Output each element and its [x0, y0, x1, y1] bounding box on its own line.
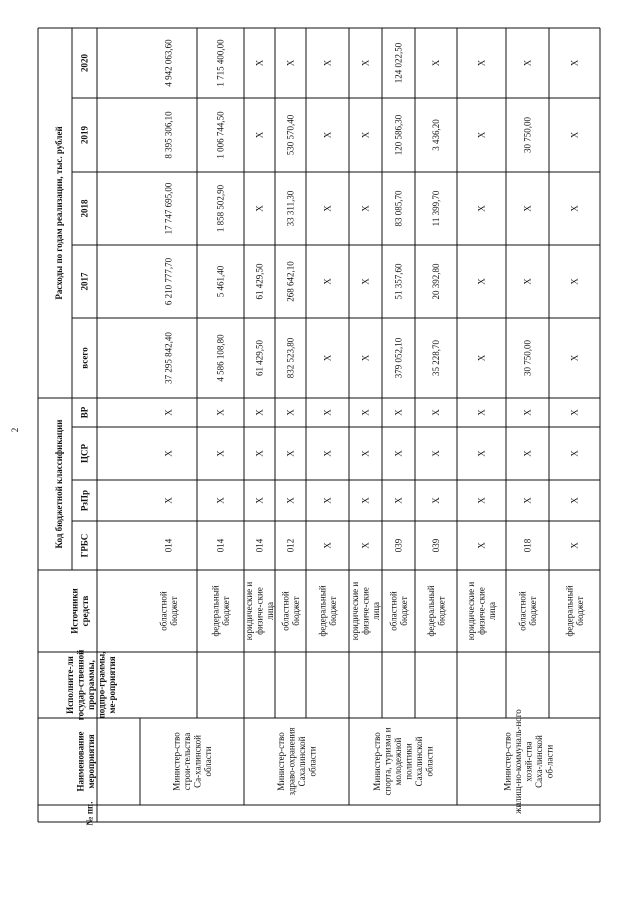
header-executor: Исполните-лигосудар-ственнойпрограммы,подпро-граммы,ме-роприятия	[65, 649, 118, 721]
csr-cell: X	[476, 450, 487, 457]
total-cell: 30 750,00	[522, 340, 533, 376]
y2019-cell: X	[360, 131, 371, 139]
rzpr-cell: X	[393, 497, 404, 504]
y2019-cell: X	[476, 131, 487, 139]
y2020-cell: X	[476, 59, 487, 67]
y2019-cell: X	[254, 131, 265, 139]
grbs-cell: 014	[254, 538, 265, 553]
vr-cell: X	[431, 409, 442, 416]
csr-cell: X	[522, 450, 533, 457]
y2017-cell: X	[360, 278, 371, 285]
source-cell: юридические ифизиче-скиелица	[350, 581, 382, 641]
total-cell: X	[360, 354, 371, 362]
y2019-cell: 8 395 306,10	[163, 111, 174, 159]
y2019-cell: 530 570,40	[285, 114, 296, 156]
vr-cell: X	[522, 409, 533, 416]
total-cell: 379 052,10	[393, 337, 404, 379]
executor-cell: Министер-ствожилищ-но-коммуналь-ногохозяй-стваСаха-линскойоб-ласти	[502, 709, 555, 814]
rzpr-cell: X	[163, 497, 174, 504]
table-grid	[38, 28, 600, 822]
csr-cell: X	[285, 450, 296, 457]
grbs-cell: 014	[163, 538, 174, 553]
total-cell: 4 586 108,80	[215, 334, 226, 382]
y2019-cell: 30 750,00	[522, 117, 533, 153]
vr-cell: X	[163, 409, 174, 416]
y2020-cell: X	[431, 59, 442, 67]
total-cell: X	[322, 354, 333, 362]
y2017-cell: 61 429,50	[254, 263, 265, 300]
y2018-cell: X	[522, 205, 533, 212]
executor-cell: Министер-ствоспорта, туризма имолодежнойполитикиСахалинскойобласти	[371, 727, 435, 796]
csr-cell: X	[322, 450, 333, 457]
vr-cell: X	[215, 409, 226, 416]
source-cell: федеральныйбюджет	[317, 585, 338, 637]
executor-cell: Министер-ствоздраво-охраненияСахалинскойобласти	[275, 727, 318, 796]
csr-cell: X	[163, 450, 174, 457]
y2020-cell: X	[569, 59, 580, 67]
grbs-cell: X	[476, 542, 487, 549]
vr-cell: X	[254, 409, 265, 416]
source-cell: юридические ифизиче-скиелица	[466, 581, 498, 641]
y2020-cell: 4 942 063,60	[163, 39, 174, 87]
executor-cell: Министер-ствострои-тельстваСа-халинскойобласти	[171, 732, 213, 791]
source-cell: областнойбюджет	[280, 591, 301, 631]
y2019-cell: 1 006 744,50	[215, 111, 226, 159]
header-source: Источникисредств	[69, 588, 90, 634]
total-cell: X	[569, 354, 580, 362]
table-text	[10, 39, 585, 826]
rzpr-cell: X	[254, 497, 265, 504]
grbs-cell: 039	[393, 538, 404, 553]
y2017-cell: 20 392,80	[431, 263, 442, 300]
header-2020: 2020	[79, 54, 90, 72]
y2020-cell: 124 022,50	[393, 42, 404, 84]
y2018-cell: X	[476, 205, 487, 212]
y2018-cell: X	[254, 205, 265, 212]
y2018-cell: X	[322, 205, 333, 212]
header-2019: 2019	[79, 126, 90, 144]
y2018-cell: 83 085,70	[393, 190, 404, 227]
grbs-cell: X	[322, 542, 333, 549]
header-total: всего	[79, 347, 90, 369]
y2020-cell: X	[254, 59, 265, 67]
grbs-cell: 014	[215, 538, 226, 553]
header-vr: ВР	[79, 406, 90, 419]
vr-cell: X	[569, 409, 580, 416]
total-cell: 61 429,50	[254, 340, 265, 376]
total-cell: 37 295 842,40	[163, 332, 174, 384]
vr-cell: X	[285, 409, 296, 416]
header-num: № пп.	[84, 801, 95, 826]
rzpr-cell: X	[522, 497, 533, 504]
rzpr-cell: X	[569, 497, 580, 504]
csr-cell: X	[360, 450, 371, 457]
page-number: 2	[10, 427, 21, 433]
grbs-cell: 018	[522, 538, 533, 553]
header-budget-code: Код бюджетной классификации	[54, 419, 65, 549]
total-cell: 35 228,70	[431, 340, 442, 376]
source-cell: областнойбюджет	[517, 591, 538, 631]
source-cell: юридические ифизиче-скиелица	[244, 581, 276, 641]
y2018-cell: 33 311,30	[285, 190, 296, 227]
rzpr-cell: X	[285, 497, 296, 504]
y2018-cell: X	[360, 205, 371, 212]
y2017-cell: 51 357,60	[393, 263, 404, 300]
rzpr-cell: X	[322, 497, 333, 504]
header-expenses: Расходы по годам реализации, тыс. рублей	[54, 126, 65, 300]
csr-cell: X	[431, 450, 442, 457]
y2020-cell: 1 715 400,00	[215, 39, 226, 87]
header-rzpr: РзПр	[79, 489, 90, 512]
y2019-cell: X	[569, 131, 580, 139]
y2017-cell: X	[569, 278, 580, 285]
rzpr-cell: X	[431, 497, 442, 504]
y2017-cell: X	[322, 278, 333, 285]
grbs-cell: X	[360, 542, 371, 549]
header-csr: ЦСР	[79, 444, 90, 463]
vr-cell: X	[393, 409, 404, 416]
rzpr-cell: X	[215, 497, 226, 504]
csr-cell: X	[254, 450, 265, 457]
y2020-cell: X	[522, 59, 533, 67]
grbs-cell: 039	[431, 538, 442, 553]
vr-cell: X	[322, 409, 333, 416]
header-grbs: ГРБС	[79, 533, 90, 558]
y2017-cell: 268 642,10	[285, 261, 296, 302]
grbs-cell: X	[569, 542, 580, 549]
source-cell: федеральныйбюджет	[564, 585, 585, 637]
header-2017: 2017	[79, 272, 90, 291]
y2017-cell: 6 210 777,70	[163, 257, 174, 306]
y2020-cell: X	[285, 59, 296, 67]
y2018-cell: X	[569, 205, 580, 212]
source-cell: федеральныйбюджет	[210, 585, 231, 637]
csr-cell: X	[569, 450, 580, 457]
y2019-cell: X	[322, 131, 333, 139]
vr-cell: X	[360, 409, 371, 416]
total-cell: X	[476, 354, 487, 362]
y2017-cell: X	[476, 278, 487, 285]
total-cell: 832 523,80	[285, 337, 296, 379]
y2017-cell: X	[522, 278, 533, 285]
y2020-cell: X	[360, 59, 371, 67]
y2018-cell: 11 399,70	[431, 190, 442, 227]
y2018-cell: 17 747 695,00	[163, 182, 174, 235]
grbs-cell: 012	[285, 538, 296, 553]
y2019-cell: 120 586,30	[393, 114, 404, 156]
header-2018: 2018	[79, 199, 90, 218]
rzpr-cell: X	[476, 497, 487, 504]
csr-cell: X	[215, 450, 226, 457]
y2017-cell: 5 461,40	[215, 265, 226, 298]
source-cell: федеральныйбюджет	[425, 585, 447, 637]
source-cell: областнойбюджет	[388, 591, 409, 631]
y2019-cell: 3 436,20	[431, 119, 442, 151]
csr-cell: X	[393, 450, 404, 457]
vr-cell: X	[476, 409, 487, 416]
source-cell: областнойбюджет	[158, 591, 179, 631]
header-name: Наименованиемероприятия	[75, 731, 96, 792]
rzpr-cell: X	[360, 497, 371, 504]
y2018-cell: 1 858 502,90	[215, 184, 226, 233]
y2020-cell: X	[322, 59, 333, 67]
